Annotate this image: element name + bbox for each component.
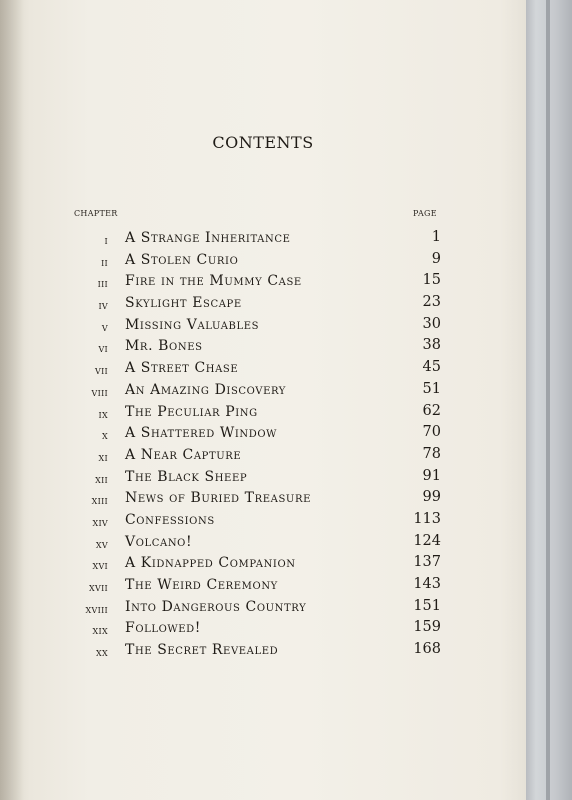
chapter-title: The Weird Ceremony (125, 577, 278, 593)
chapter-page-number: 9 (431, 250, 441, 267)
chapter-number: ii (101, 254, 108, 269)
chapter-page-number: 168 (413, 641, 441, 658)
contents-entry (0, 337, 526, 359)
chapter-title: A Stolen Curio (125, 251, 239, 268)
chapter-title: Volcano! (125, 533, 193, 550)
contents-entry (0, 576, 526, 598)
chapter-number: xiv (92, 514, 108, 529)
chapter-page-number: 151 (413, 597, 441, 614)
contents-entry (0, 468, 526, 490)
chapter-page-number: 51 (422, 380, 441, 397)
chapter-page-number: 91 (422, 467, 441, 484)
chapter-page-number: 45 (422, 359, 441, 376)
contents-entry (0, 272, 526, 294)
chapter-title: A Street Chase (125, 360, 239, 377)
chapter-number: vi (98, 341, 108, 356)
chapter-title: Skylight Escape (125, 295, 242, 312)
chapter-title: Fire in the Mummy Case (125, 273, 302, 290)
chapter-number: v (101, 319, 108, 334)
contents-entry (0, 598, 526, 620)
chapter-number: viii (91, 384, 108, 399)
chapter-number: vii (95, 363, 108, 378)
chapter-page-number: 62 (422, 402, 441, 419)
contents-entry (0, 424, 526, 446)
contents-entry (0, 381, 526, 403)
chapter-page-number: 113 (413, 510, 441, 527)
chapter-number: iii (97, 276, 108, 291)
contents-entry (0, 294, 526, 316)
contents-entry (0, 489, 526, 511)
chapter-page-number: 137 (413, 554, 441, 571)
chapter-title: Missing Valuables (125, 316, 260, 333)
chapter-page-number: 99 (422, 489, 441, 506)
contents-entry (0, 316, 526, 338)
chapter-title: The Black Sheep (125, 468, 248, 485)
chapter-title: The Peculiar Ping (125, 403, 258, 420)
chapter-number: xii (95, 471, 108, 486)
page-title: CONTENTS (212, 133, 314, 152)
chapter-number: xviii (85, 601, 108, 616)
chapter-number: xv (95, 536, 108, 551)
contents-entry (0, 554, 526, 576)
chapter-title: Followed! (125, 620, 202, 637)
chapter-page-number: 30 (422, 315, 441, 332)
chapter-title: Confessions (125, 511, 215, 528)
chapter-number: i (104, 233, 108, 247)
chapter-page-number: 15 (422, 272, 441, 289)
chapter-page-number: 78 (422, 445, 441, 462)
chapter-title: A Shattered Window (125, 425, 278, 442)
chapter-title: The Secret Revealed (125, 642, 279, 659)
chapter-title: Mr. Bones (125, 338, 203, 355)
contents-entry (0, 359, 526, 381)
contents-entry (0, 619, 526, 641)
contents-entry (0, 533, 526, 555)
contents-entry (0, 641, 526, 663)
chapter-number: xi (98, 449, 108, 464)
chapter-number: xiii (91, 493, 108, 508)
chapter-number: ix (98, 406, 108, 421)
chapter-page-number: 1 (431, 229, 441, 245)
chapter-number: xix (92, 623, 108, 638)
chapter-page-number: 23 (422, 294, 441, 311)
chapter-page-number: 159 (413, 619, 441, 636)
chapter-title: A Kidnapped Companion (125, 555, 296, 572)
chapter-number: iv (98, 298, 108, 313)
contents-entry (0, 511, 526, 533)
chapter-title: Into Dangerous Country (125, 598, 307, 615)
chapter-title: A Strange Inheritance (125, 230, 291, 246)
chapter-number: x (102, 428, 108, 443)
cover-edge (526, 0, 572, 800)
contents-entry (0, 446, 526, 468)
contents-entry (0, 251, 526, 273)
chapter-title: An Amazing Discovery (125, 381, 287, 398)
chapter-number: xvi (92, 558, 108, 573)
chapter-number: xx (96, 645, 108, 660)
chapter-page-number: 124 (413, 532, 441, 549)
contents-entry (0, 229, 526, 251)
chapter-page-number: 143 (413, 576, 441, 592)
chapter-column-header: CHAPTER (74, 209, 118, 218)
page-column-header: PAGE (413, 209, 437, 218)
chapter-title: News of Buried Treasure (125, 490, 311, 507)
contents-entry (0, 403, 526, 425)
chapter-number: xvii (89, 580, 108, 594)
contents-list (0, 229, 526, 663)
chapter-title: A Near Capture (125, 446, 242, 463)
chapter-page-number: 70 (422, 424, 441, 441)
chapter-page-number: 38 (422, 337, 441, 354)
